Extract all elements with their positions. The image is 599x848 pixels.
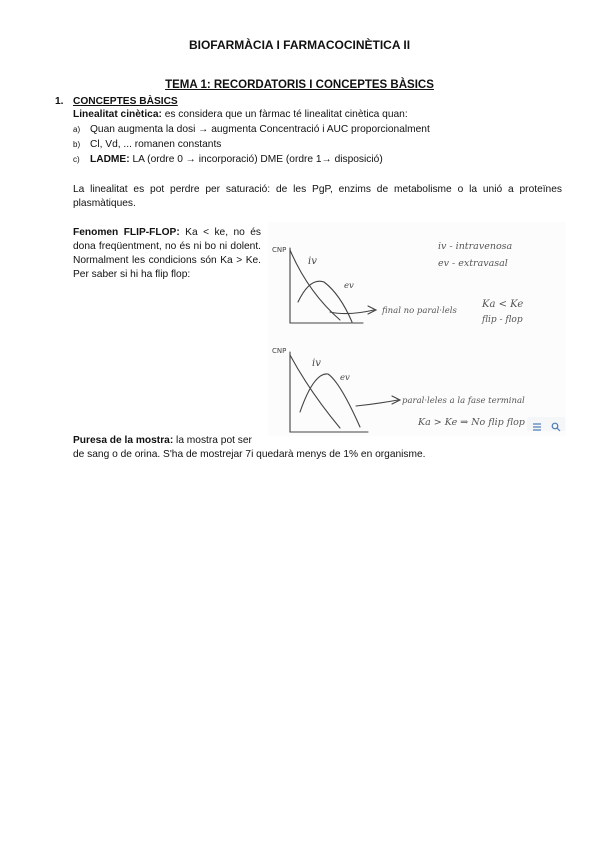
list-item-bold: LADME:	[90, 154, 130, 165]
linealitat-paragraph	[73, 108, 408, 121]
graph1-ka-ke: Ka < Ke	[482, 299, 524, 310]
graph1-ev-label: ev	[344, 281, 354, 291]
puresa-text: la mostra pot ser	[173, 435, 252, 446]
handwritten-sketch	[268, 222, 566, 436]
linealitat-text: es considera que un fàrmac té linealitat cinètica quan:	[161, 109, 408, 120]
graph2-ev-label: ev	[340, 373, 350, 383]
legend-iv: iv - intravenosa	[438, 241, 513, 252]
flipflop-paragraph	[73, 226, 261, 282]
section-title: CONCEPTES BÀSICS	[73, 96, 178, 107]
graph2-iv-label: iv	[312, 358, 321, 369]
list-marker: c)	[73, 155, 80, 164]
linealitat-term: Linealitat cinètica:	[73, 109, 162, 120]
document-title: BIOFARMÀCIA I FARMACOCINÈTICA II	[188, 38, 411, 52]
puresa-line2: de sang o de orina. S'ha de mostrejar 7i quedarà menys de 1% en organisme.	[73, 449, 426, 460]
list-icon[interactable]	[532, 419, 542, 429]
search-icon[interactable]	[551, 419, 561, 429]
graph1-note: final no paral·lels	[382, 306, 457, 316]
graph2-ka-ke: Ka > Ke ⇒ No flip flop	[418, 417, 525, 428]
list-marker: b)	[73, 140, 81, 149]
legend-ev: ev - extravasal	[438, 258, 508, 269]
list-item	[73, 123, 430, 136]
section-number: 1.	[55, 96, 64, 107]
graph1-iv-label: iv	[308, 256, 317, 267]
graph1-ylabel: CNP	[272, 246, 287, 254]
list-item-text: Cl, Vd, ... romanen constants	[90, 139, 222, 150]
list-marker: a)	[73, 125, 81, 134]
list-item	[73, 138, 221, 151]
graph2-note: paral·leles a la fase terminal	[402, 396, 525, 406]
flipflop-term: Fenomen FLIP-FLOP:	[73, 227, 180, 238]
graph1-flipflop: flip - flop	[482, 315, 523, 325]
puresa-paragraph	[73, 434, 252, 447]
flipflop-text: Ka < ke, no és dona freqüentment, no és ni bo ni dolent. Normalment les condicions són Ka > Ke. Per saber si hi ha flip flop:	[73, 227, 262, 280]
list-item	[73, 153, 383, 166]
puresa-term: Puresa de la mostra:	[73, 435, 174, 446]
image-toolbar	[527, 417, 565, 431]
graph2-ylabel: CNP	[272, 347, 287, 355]
document-subtitle: TEMA 1: RECORDATORIS I CONCEPTES BÀSICS	[165, 79, 434, 91]
list-item-text: Quan augmenta la dosi → augmenta Concentració i AUC proporcionalment	[90, 124, 430, 135]
saturacio-paragraph: La linealitat es pot perdre per saturació: de les PgP, enzims de metabolisme o la unió a proteïnes plasmàtiques.	[73, 184, 562, 209]
list-item-text: LA (ordre 0 → incorporació) DME (ordre 1→ disposició)	[129, 154, 383, 165]
section-heading	[55, 95, 178, 108]
